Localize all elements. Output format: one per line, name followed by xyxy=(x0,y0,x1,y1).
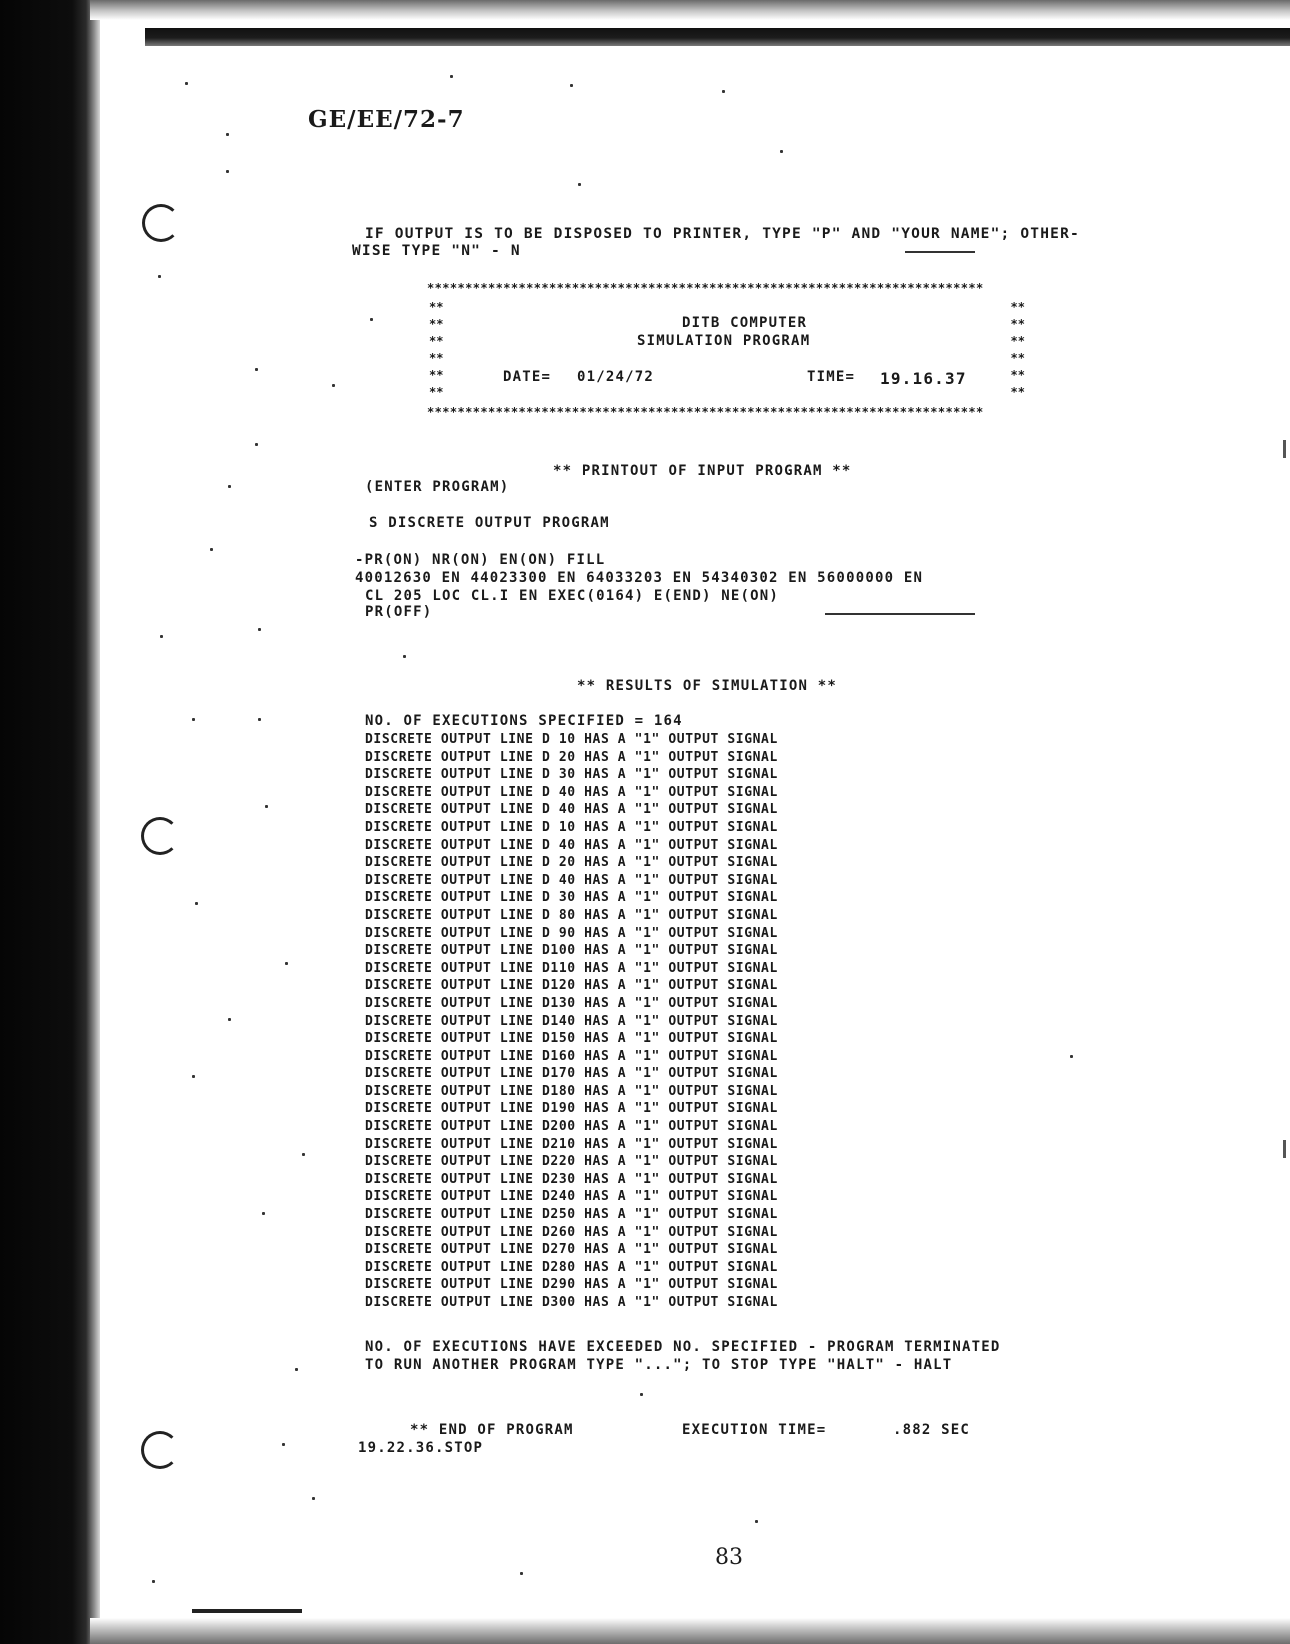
output-signal-line: DISCRETE OUTPUT LINE D270 HAS A "1" OUTPUT SIGNAL xyxy=(365,1242,778,1258)
output-signal-line: DISCRETE OUTPUT LINE D260 HAS A "1" OUTPUT SIGNAL xyxy=(365,1224,778,1240)
punch-hole xyxy=(142,204,180,242)
banner-border-bottom: ************************************************************************* xyxy=(427,405,984,419)
punch-hole xyxy=(141,1431,179,1469)
speck xyxy=(640,1393,643,1396)
output-signal-line: DISCRETE OUTPUT LINE D290 HAS A "1" OUTPUT SIGNAL xyxy=(365,1277,778,1293)
speck xyxy=(258,628,261,631)
speck xyxy=(226,170,229,173)
speck xyxy=(332,384,335,387)
speck xyxy=(282,1443,285,1446)
output-signal-line: DISCRETE OUTPUT LINE D160 HAS A "1" OUTPUT SIGNAL xyxy=(365,1048,778,1064)
stop-line: 19.22.36.STOP xyxy=(358,1440,484,1456)
code-line-3: CL 205 LOC CL.I EN EXEC(0164) E(END) NE(ON) xyxy=(365,588,780,604)
speck xyxy=(158,275,161,278)
output-signal-line: DISCRETE OUTPUT LINE D 90 HAS A "1" OUTPUT SIGNAL xyxy=(365,925,778,941)
banner-border-right: ** ** ** ** ** ** xyxy=(1010,300,1025,399)
output-signal-line: DISCRETE OUTPUT LINE D180 HAS A "1" OUTPUT SIGNAL xyxy=(365,1083,778,1099)
program-terminated-line: NO. OF EXECUTIONS HAVE EXCEEDED NO. SPECIFIED - PROGRAM TERMINATED xyxy=(365,1339,1001,1355)
speck xyxy=(285,962,288,965)
punch-hole xyxy=(141,817,179,855)
output-signal-line: DISCRETE OUTPUT LINE D130 HAS A "1" OUTPUT SIGNAL xyxy=(365,995,778,1011)
results-heading: ** RESULTS OF SIMULATION ** xyxy=(577,678,837,694)
speck xyxy=(262,1212,265,1215)
program-name: S DISCRETE OUTPUT PROGRAM xyxy=(369,515,610,531)
edge-mark xyxy=(1283,1140,1286,1158)
speck xyxy=(312,1497,315,1500)
banner-border-top: ************************************************************************* xyxy=(427,281,984,295)
output-signal-line: DISCRETE OUTPUT LINE D220 HAS A "1" OUTPUT SIGNAL xyxy=(365,1154,778,1170)
output-signal-line: DISCRETE OUTPUT LINE D210 HAS A "1" OUTPUT SIGNAL xyxy=(365,1136,778,1152)
code-line-4: PR(OFF) xyxy=(365,604,433,620)
speck xyxy=(185,82,188,85)
date-value: 01/24/72 xyxy=(577,369,655,385)
speck xyxy=(295,1368,298,1371)
output-signal-line: DISCRETE OUTPUT LINE D120 HAS A "1" OUTPUT SIGNAL xyxy=(365,978,778,994)
speck xyxy=(160,635,163,638)
speck xyxy=(152,1580,155,1583)
output-prompt-line-1: IF OUTPUT IS TO BE DISPOSED TO PRINTER, TYPE "P" AND "YOUR NAME"; OTHER- xyxy=(365,226,1080,242)
speck xyxy=(228,485,231,488)
edge-mark xyxy=(1283,440,1286,458)
output-signal-line: DISCRETE OUTPUT LINE D100 HAS A "1" OUTPUT SIGNAL xyxy=(365,943,778,959)
speck xyxy=(226,133,229,136)
output-signal-line: DISCRETE OUTPUT LINE D110 HAS A "1" OUTPUT SIGNAL xyxy=(365,960,778,976)
output-signal-line: DISCRETE OUTPUT LINE D 10 HAS A "1" OUTPUT SIGNAL xyxy=(365,819,778,835)
output-signal-line: DISCRETE OUTPUT LINE D140 HAS A "1" OUTPUT SIGNAL xyxy=(365,1013,778,1029)
output-signal-line: DISCRETE OUTPUT LINE D280 HAS A "1" OUTPUT SIGNAL xyxy=(365,1259,778,1275)
banner-title-2: SIMULATION PROGRAM xyxy=(637,333,811,349)
speck xyxy=(578,183,581,186)
output-signal-line: DISCRETE OUTPUT LINE D 80 HAS A "1" OUTPUT SIGNAL xyxy=(365,907,778,923)
end-of-program: ** END OF PROGRAM xyxy=(410,1422,574,1438)
output-signal-list xyxy=(365,731,778,1312)
speck xyxy=(1070,1055,1073,1058)
rerun-prompt-line: TO RUN ANOTHER PROGRAM TYPE "..."; TO STOP TYPE "HALT" - HALT xyxy=(365,1357,953,1373)
speck xyxy=(722,90,725,93)
output-signal-line: DISCRETE OUTPUT LINE D240 HAS A "1" OUTPUT SIGNAL xyxy=(365,1189,778,1205)
output-signal-line: DISCRETE OUTPUT LINE D 30 HAS A "1" OUTPUT SIGNAL xyxy=(365,767,778,783)
speck xyxy=(258,718,261,721)
speck xyxy=(265,805,268,808)
output-signal-line: DISCRETE OUTPUT LINE D300 HAS A "1" OUTPUT SIGNAL xyxy=(365,1295,778,1310)
speck xyxy=(210,548,213,551)
speck xyxy=(255,443,258,446)
document-id: GE/EE/72-7 xyxy=(308,106,465,133)
banner-border-left: ** ** ** ** ** ** xyxy=(429,300,444,399)
banner-title-1: DITB COMPUTER xyxy=(682,315,808,331)
output-signal-line: DISCRETE OUTPUT LINE D170 HAS A "1" OUTPUT SIGNAL xyxy=(365,1066,778,1082)
output-signal-line: DISCRETE OUTPUT LINE D 40 HAS A "1" OUTPUT SIGNAL xyxy=(365,872,778,888)
code-line-2: 40012630 EN 44023300 EN 64033203 EN 54340302 EN 56000000 EN xyxy=(355,570,924,586)
code-line-1: -PR(ON) NR(ON) EN(ON) FILL xyxy=(355,552,606,568)
page-top-edge xyxy=(90,0,1290,20)
banner-box xyxy=(427,281,1027,417)
output-signal-line: DISCRETE OUTPUT LINE D 30 HAS A "1" OUTPUT SIGNAL xyxy=(365,890,778,906)
output-signal-line: DISCRETE OUTPUT LINE D 40 HAS A "1" OUTPUT SIGNAL xyxy=(365,802,778,818)
speck xyxy=(403,655,406,658)
speck xyxy=(192,1075,195,1078)
page-number: 83 xyxy=(715,1545,743,1570)
execution-time-value: .882 SEC xyxy=(893,1422,971,1438)
bottom-mark xyxy=(192,1609,302,1613)
speck xyxy=(780,150,783,153)
speck xyxy=(255,368,258,371)
underline-mark xyxy=(905,251,975,253)
speck xyxy=(302,1153,305,1156)
printout-heading: ** PRINTOUT OF INPUT PROGRAM ** xyxy=(553,463,852,479)
page-bottom-edge xyxy=(90,1618,1290,1644)
output-signal-line: DISCRETE OUTPUT LINE D190 HAS A "1" OUTPUT SIGNAL xyxy=(365,1101,778,1117)
speck xyxy=(195,902,198,905)
output-signal-line: DISCRETE OUTPUT LINE D 40 HAS A "1" OUTPUT SIGNAL xyxy=(365,837,778,853)
output-signal-line: DISCRETE OUTPUT LINE D150 HAS A "1" OUTPUT SIGNAL xyxy=(365,1031,778,1047)
time-label: TIME= xyxy=(807,369,856,385)
execution-time-label: EXECUTION TIME= xyxy=(682,1422,827,1438)
time-value: 19.16.37 xyxy=(880,369,967,388)
executions-specified: NO. OF EXECUTIONS SPECIFIED = 164 xyxy=(365,713,683,729)
output-signal-line: DISCRETE OUTPUT LINE D200 HAS A "1" OUTPUT SIGNAL xyxy=(365,1119,778,1135)
speck xyxy=(370,318,373,321)
output-signal-line: DISCRETE OUTPUT LINE D 10 HAS A "1" OUTPUT SIGNAL xyxy=(365,732,778,747)
binding-edge xyxy=(0,0,100,1644)
speck xyxy=(570,84,573,87)
output-signal-line: DISCRETE OUTPUT LINE D 40 HAS A "1" OUTPUT SIGNAL xyxy=(365,784,778,800)
enter-program: (ENTER PROGRAM) xyxy=(365,479,510,495)
output-signal-line: DISCRETE OUTPUT LINE D230 HAS A "1" OUTPUT SIGNAL xyxy=(365,1171,778,1187)
date-label: DATE= xyxy=(503,369,552,385)
speck xyxy=(228,1018,231,1021)
output-signal-line: DISCRETE OUTPUT LINE D250 HAS A "1" OUTPUT SIGNAL xyxy=(365,1207,778,1223)
speck xyxy=(450,75,453,78)
output-prompt-line-2: WISE TYPE "N" - N xyxy=(352,243,521,259)
output-signal-line: DISCRETE OUTPUT LINE D 20 HAS A "1" OUTPUT SIGNAL xyxy=(365,749,778,765)
speck xyxy=(192,718,195,721)
scan-streak xyxy=(825,613,975,615)
speck xyxy=(520,1572,523,1575)
output-signal-line: DISCRETE OUTPUT LINE D 20 HAS A "1" OUTPUT SIGNAL xyxy=(365,855,778,871)
speck xyxy=(755,1520,758,1523)
page-top-bar xyxy=(145,28,1290,46)
